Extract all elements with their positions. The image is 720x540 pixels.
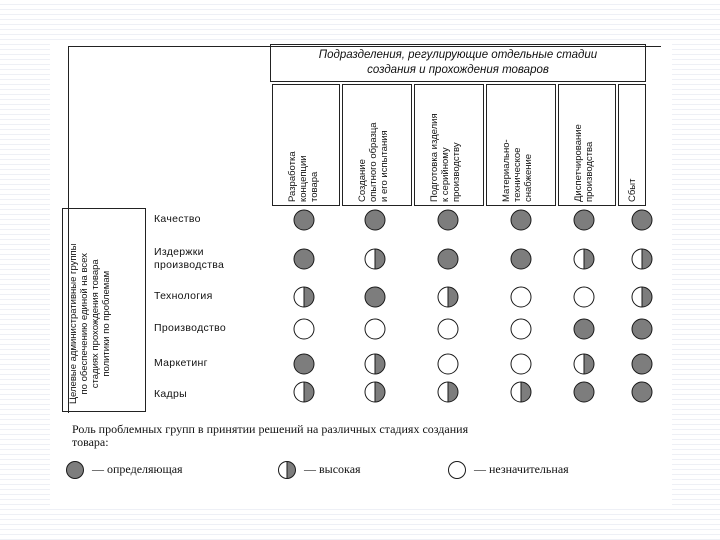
row-label-line: производства bbox=[154, 259, 225, 271]
role-circle-determining bbox=[294, 249, 314, 269]
role-circle-determining bbox=[574, 210, 594, 230]
column-label-line: Сбыт bbox=[627, 178, 638, 202]
role-circle-minor bbox=[511, 354, 531, 374]
column-label-line: к серийному bbox=[440, 147, 451, 202]
legend-high-label: — высокая bbox=[304, 462, 361, 476]
column-label-line: концепции bbox=[298, 155, 309, 202]
column-label-line: и его испытания bbox=[379, 130, 390, 202]
role-circle-determining bbox=[511, 249, 531, 269]
role-circle-determining bbox=[294, 354, 314, 374]
legend-circle-determining bbox=[67, 462, 84, 479]
legend-circle-high bbox=[279, 462, 296, 479]
role-circle-high bbox=[438, 287, 458, 307]
role-circle-minor bbox=[294, 319, 314, 339]
column-label-line: снабжение bbox=[523, 153, 534, 202]
role-circle-determining bbox=[511, 210, 531, 230]
role-circle-determining bbox=[574, 382, 594, 402]
legend-circle-minor bbox=[449, 462, 466, 479]
role-circle-high bbox=[438, 382, 458, 402]
role-circle-determining bbox=[438, 210, 458, 230]
header-line-1: Подразделения, регулирующие отдельные стадии bbox=[318, 49, 598, 61]
row-label-line: Издержки bbox=[154, 246, 204, 258]
column-label-line: опытного образца bbox=[368, 122, 379, 202]
role-circle-determining bbox=[574, 319, 594, 339]
role-circle-high bbox=[365, 382, 385, 402]
role-circle-high bbox=[294, 287, 314, 307]
role-circle-high bbox=[294, 382, 314, 402]
role-circle-minor bbox=[511, 287, 531, 307]
role-circle-determining bbox=[294, 210, 314, 230]
legend-high-icon bbox=[276, 460, 298, 480]
role-circle-high bbox=[632, 249, 652, 269]
legend-determining-label: — определяющая bbox=[92, 462, 183, 476]
caption-line-2: товара: bbox=[72, 435, 109, 449]
row-label-line: Маркетинг bbox=[154, 357, 208, 369]
role-circle-high bbox=[511, 382, 531, 402]
role-circle-high bbox=[632, 287, 652, 307]
row-label-line: Производство bbox=[154, 322, 227, 334]
role-circle-determining bbox=[438, 249, 458, 269]
figure-caption bbox=[72, 423, 652, 449]
row-label-line: Технология bbox=[154, 290, 213, 302]
role-circle-minor bbox=[365, 319, 385, 339]
column-label-line: производству bbox=[451, 142, 462, 202]
role-circle-minor bbox=[574, 287, 594, 307]
role-circle-determining bbox=[632, 210, 652, 230]
legend-minor-icon bbox=[446, 460, 468, 480]
header-line-2: создания и прохождения товаров bbox=[367, 64, 549, 76]
role-circle-determining bbox=[632, 319, 652, 339]
slide bbox=[50, 40, 672, 505]
role-circle-determining bbox=[632, 382, 652, 402]
legend-minor-label: — незначительная bbox=[474, 462, 569, 476]
column-label-line: Подготовка изделия bbox=[429, 113, 440, 202]
column-label-line: Диспетчирование bbox=[573, 124, 584, 202]
side-label-line: стадиях прохождения товара bbox=[90, 259, 101, 389]
column-label-line: Материально- bbox=[501, 139, 512, 202]
role-circle-determining bbox=[365, 210, 385, 230]
role-circle-high bbox=[365, 354, 385, 374]
side-label-line: Целевые административные группы bbox=[68, 243, 79, 404]
column-label-line: техническое bbox=[512, 147, 523, 202]
legend-determining-icon bbox=[64, 460, 86, 480]
role-circle-minor bbox=[438, 319, 458, 339]
side-label-line: по обеспечению единой на всех bbox=[79, 253, 90, 395]
role-circle-minor bbox=[438, 354, 458, 374]
role-circle-high bbox=[365, 249, 385, 269]
role-circle-determining bbox=[632, 354, 652, 374]
row-label-line: Кадры bbox=[154, 388, 187, 400]
role-circle-high bbox=[574, 249, 594, 269]
column-label-line: Создание bbox=[357, 159, 368, 202]
column-label-line: производства bbox=[584, 141, 595, 202]
column-label-line: товара bbox=[309, 171, 320, 202]
role-circle-high bbox=[574, 354, 594, 374]
side-label-line: политики по проблемам bbox=[101, 270, 112, 377]
row-label-line: Качество bbox=[154, 213, 201, 225]
role-circle-determining bbox=[365, 287, 385, 307]
caption-line-1: Роль проблемных групп в принятии решений на различных стадиях создания bbox=[72, 422, 469, 436]
column-label-line: Разработка bbox=[287, 151, 298, 202]
role-circle-minor bbox=[511, 319, 531, 339]
